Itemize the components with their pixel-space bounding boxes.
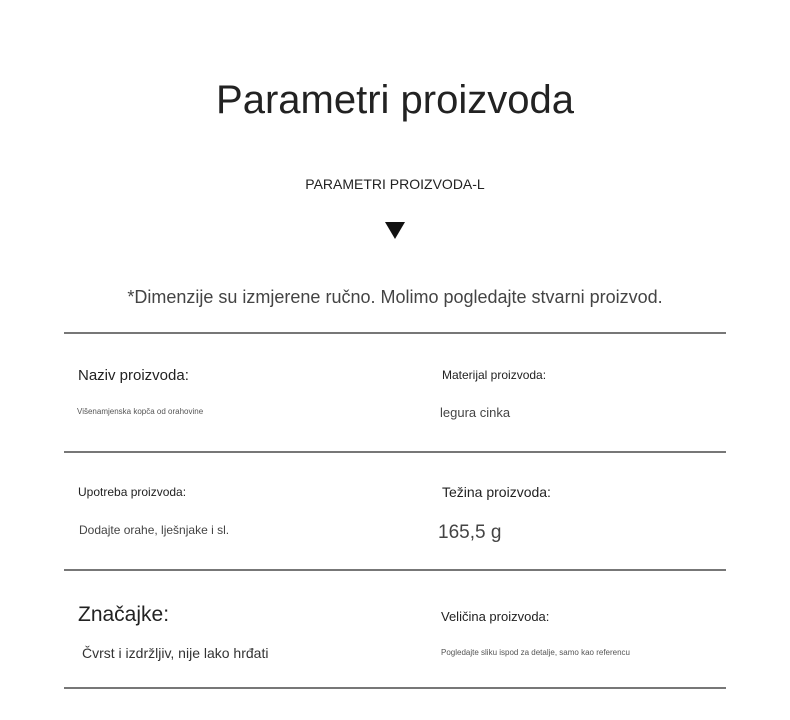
param-label-material: Materijal proizvoda:	[442, 368, 547, 382]
param-label-usage: Upotreba proizvoda:	[78, 485, 187, 499]
page-title: Parametri proizvoda	[216, 78, 574, 122]
param-value-usage: Dodajte orahe, lješnjake i sl.	[79, 523, 230, 537]
param-value-size: Pogledajte sliku ispod za detalje, samo kao referencu	[441, 648, 630, 657]
down-triangle-icon	[385, 222, 405, 239]
divider	[64, 332, 726, 334]
param-label-name: Naziv proizvoda:	[78, 367, 189, 384]
param-value-features: Čvrst i izdržljiv, nije lako hrđati	[82, 645, 269, 661]
divider	[64, 569, 726, 571]
divider	[64, 451, 726, 453]
param-value-material: legura cinka	[440, 405, 511, 420]
param-label-size: Veličina proizvoda:	[441, 609, 550, 624]
param-label-features: Značajke:	[78, 603, 170, 626]
page-subtitle: PARAMETRI PROIZVODA-L	[305, 176, 485, 192]
measurement-note: *Dimenzije su izmjerene ručno. Molimo pogledajte stvarni proizvod.	[127, 287, 663, 307]
param-label-weight: Težina proizvoda:	[442, 484, 551, 500]
param-value-name: Višenamjenska kopča od orahovine	[77, 407, 204, 416]
param-value-weight: 165,5 g	[438, 522, 502, 543]
divider	[64, 687, 726, 689]
